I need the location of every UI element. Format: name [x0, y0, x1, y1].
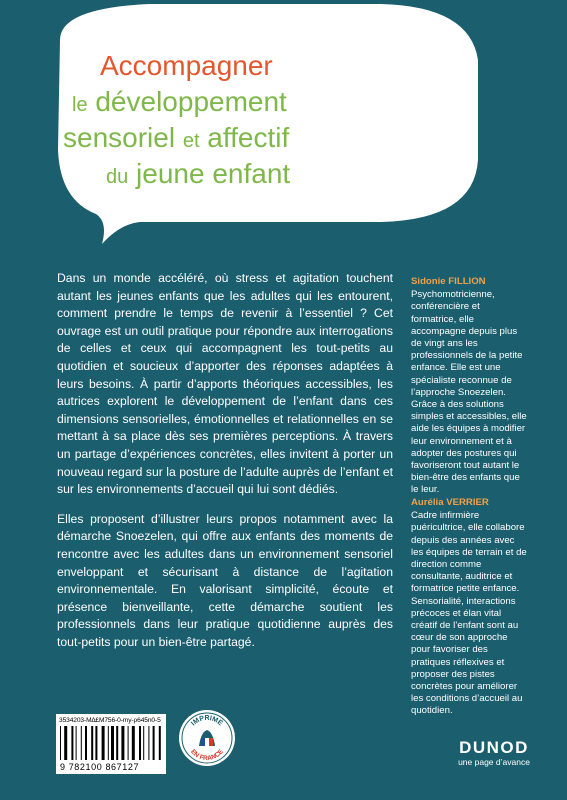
author-bio: Psychomotricienne, conférencière et formatrice, elle accompagne depuis plus de vingt ans les professionnels de la petite enfance. Elle est une spécialiste reconnue de l’approche Snoezelen. Grâce à des solutions simples et accessibles, elle aide les équipes à modifier leur environnement et à adopter des postures qui favoriseront tout autant le bien-être des enfants que le leur. — [411, 289, 527, 496]
publisher-logo — [454, 738, 534, 767]
barcode-bar — [76, 726, 77, 760]
imprime-en-france-seal — [177, 708, 237, 768]
author-bio: Cadre infirmière puéricultrice, elle collabore depuis des années avec les équipes de terrain et de direction comme consultante, auditrice et formatrice petite enfance. Sensorialité, interactions précoces et élan vital créatif de l’enfant sont au cœur de son approche pour favoriser des pratiques réflexives et proposer des pistes concrètes pour améliorer les conditions d’accueil au quotidien. — [411, 510, 527, 717]
barcode-digits: 9 782100 867127 — [60, 762, 140, 772]
author-block-2 — [411, 497, 527, 718]
barcode-bar — [111, 726, 114, 760]
barcode-bar — [139, 726, 141, 760]
barcode-bar — [95, 726, 97, 760]
barcode-bar — [71, 726, 73, 760]
barcode-bar — [91, 726, 93, 760]
book-description — [57, 270, 393, 663]
barcode-bar — [60, 726, 61, 760]
barcode-bar — [108, 726, 109, 760]
seal-top-text: IMPRIMÉ — [190, 715, 224, 728]
barcode-bar — [81, 726, 82, 760]
barcode-bar — [143, 726, 144, 760]
author-name: Aurélia VERRIER — [411, 497, 489, 508]
barcode-bar — [159, 726, 161, 760]
title-line-1: Accompagner — [100, 50, 273, 81]
title-line-2: le développement — [72, 86, 287, 117]
publisher-name: DUNOD — [459, 738, 529, 757]
seal-bottom-text: EN FRANCE — [189, 748, 225, 763]
barcode — [56, 714, 166, 774]
title-line-3: sensoriel et affectif — [63, 122, 290, 153]
barcode-bar — [132, 726, 135, 760]
barcode-bar — [128, 726, 129, 760]
barcode-bars — [60, 726, 162, 760]
publisher-tagline: une page d’avance — [458, 757, 530, 767]
barcode-bar — [85, 726, 87, 760]
barcode-bar — [153, 726, 155, 760]
barcode-bar — [116, 726, 118, 760]
title-line-4: du jeune enfant — [106, 158, 291, 189]
barcode-bar — [64, 726, 67, 760]
description-paragraph-1: Dans un monde accéléré, où stress et agitation touchent autant les jeunes enfants que les adultes qui les entourent, comment prendre le temps de revenir à l’essentiel ? Cet ouvrage est un outil pratique pour répondre aux interrogations de celles et ceux qui accompagnent les tout-petits au quotidien et soucieux d’apporter des réponses adaptées à leurs besoins. À partir d’apports théoriques accessibles, les autrices explorent le développement de l’enfant dans ces dimensions sensorielles, émotionnelles et relationnelles en se mettant à sa place dès ses premières perceptions. À travers un partage d’expériences concrètes, elles invitent à porter un nouveau regard sur la posture de l’adulte auprès de l’enfant et sur les environnements d’accueil qui lui sont dédiés. — [57, 271, 393, 497]
barcode-bar — [148, 726, 149, 760]
description-paragraph-2: Elles proposent d’illustrer leurs propos notamment avec la démarche Snoezelen, qui offre aux enfants des moments de rencontre avec les adultes dans un environnement sensoriel enveloppant et sécurisant à distance de l’agitation environnementale. En valorisant simplicité, écoute et présence bienveillante, cette démarche soutient les professionnels dans leur pratique quotidienne auprès des tout-petits pour un bien-être partagé. — [57, 511, 393, 649]
barcode-bar — [121, 726, 124, 760]
author-block-1 — [411, 276, 527, 497]
author-name: Sidonie FILLION — [411, 276, 486, 287]
barcode-bar — [102, 726, 105, 760]
barcode-code: 3534203-M∆£M756-0-my-ρ645n0-5 — [59, 717, 161, 724]
